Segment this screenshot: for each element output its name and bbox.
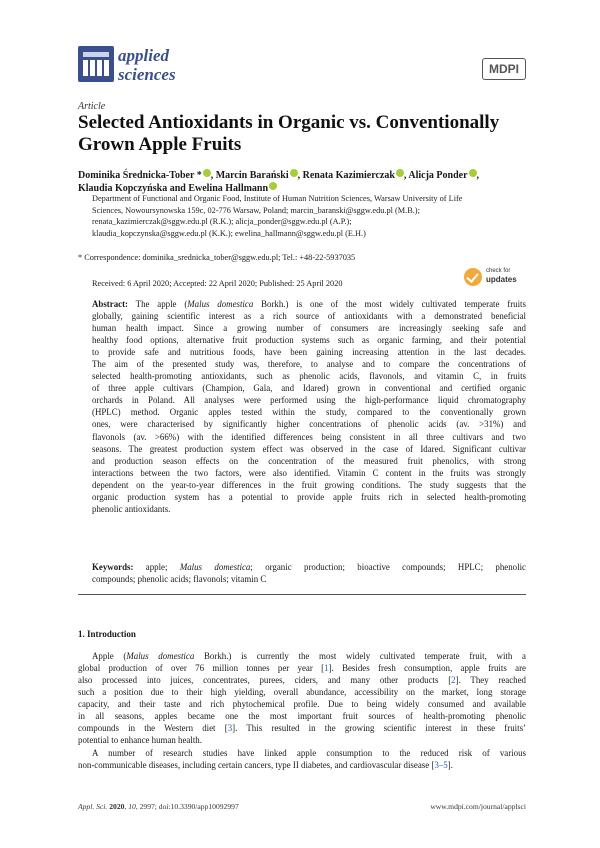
author-name: Marcin Barański [215, 170, 289, 181]
publisher-logo: MDPI [482, 58, 526, 80]
text-line: and production season effects on the concentration of the measured fruit phenolics, with strong [92, 455, 526, 466]
footer-volume: 10 [128, 802, 136, 811]
orcid-icon[interactable] [469, 169, 477, 177]
section-heading: 1. Introduction [78, 629, 136, 639]
text-line: Abstract: The apple (Malus domestica Borkh.) is one of the most widely cultivated temperate fruits [92, 299, 526, 309]
affiliation-line: Sciences, Nowoursynowska 159c, 02-776 Warsaw, Poland; marcin_baranski@sggw.edu.pl (M.B.); [92, 205, 420, 215]
footer-citation: Appl. Sci. 2020, 10, 2997; doi:10.3390/app10092997 [78, 802, 239, 811]
publication-dates: Received: 6 April 2020; Accepted: 22 April 2020; Published: 25 April 2020 [92, 279, 343, 288]
text-line: Keywords: apple; Malus domestica; organic production; bioactive compounds; HPLC; phenolic [92, 562, 526, 572]
orcid-icon[interactable] [269, 182, 277, 190]
text-line: capacity, and their taste and rich phytochemical profile. Due to being widely consumed and available [78, 699, 526, 710]
text-line: The aim of the presented study was, therefore, to analyse and to compare the concentrations of [92, 359, 526, 370]
text-line: human health impact. Since a growing number of consumers are increasingly seeking safe and [92, 323, 526, 334]
author-list-line1: Dominika Średnicka-Tober * , Marcin Barański , Renata Kazimierczak , Alicja Ponder , [78, 170, 480, 181]
article-title [78, 112, 528, 156]
text-line: compounds in the Western diet [3]. This resulted in the growing scientific interest in these fruits’ [78, 723, 526, 734]
citation-link[interactable]: 3–5 [434, 760, 448, 771]
species-name: Malus domestica [179, 562, 251, 572]
correspondence: * Correspondence: dominika_srednicka_tober@sggw.edu.pl; Tel.: +48-22-5937035 [78, 253, 356, 262]
text-line: selected health-promoting antioxidants, such as phenolic acids, flavonols, and vitamin C, in fruits [92, 371, 526, 382]
check-updates-icon [464, 268, 482, 286]
text-line: globally, gaining scientific interest as a rich source of antioxidants with a demonstrated beneficial [92, 311, 526, 322]
author-name: Renata Kazimierczak [302, 170, 395, 181]
abstract [92, 298, 526, 515]
article-type: Article [78, 101, 106, 112]
orcid-icon[interactable] [203, 169, 211, 177]
text-line: compounds; phenolic acids; flavonols; vitamin C [92, 574, 267, 585]
footer-website-link[interactable]: www.mdpi.com/journal/applsci [430, 802, 526, 811]
affiliation [92, 193, 532, 239]
title-line: Grown Apple Fruits [78, 134, 242, 155]
footer-year: 2020 [109, 802, 125, 811]
text-line: non-communicable diseases, including certain cancers, type II diabetes, and cardiovascular disease [3–5]. [78, 760, 453, 771]
keywords [92, 561, 526, 585]
introduction-paragraph-2 [78, 747, 526, 771]
text-line: to provide safe and nutritious foods, have been gaining increasing attention in the last decades. [92, 347, 526, 358]
text-line: healthy food options, alternative fruit production systems such as organic farming, and their potential [92, 335, 526, 346]
text-line: A number of research studies have linked apple consumption to the reduced risk of various [92, 748, 526, 758]
species-name: Malus domestica [126, 651, 195, 661]
orcid-icon[interactable] [290, 169, 298, 177]
text-line: also processed into juices, concentrates, purees, ciders, and many other products [2]. They reached [78, 675, 526, 686]
check-updates-label-2: updates [486, 275, 517, 284]
text-line: Apple (Malus domestica Borkh.) is currently the most widely cultivated temperate fruit, with a [92, 651, 526, 661]
journal-logo-icon [78, 46, 114, 82]
orcid-icon[interactable] [396, 169, 404, 177]
text-line: such a position due to their high yielding, overall abundance, accessibility on the market, long storage [78, 687, 526, 698]
author-name: Klaudia Kopczyńska and Ewelina Hallmann [78, 183, 269, 194]
text-line: dependent on the year-to-year differences in the fruit growing conditions. The study suggests that the [92, 479, 526, 490]
title-line: Selected Antioxidants in Organic vs. Conventionally [78, 112, 500, 133]
text-line: phenolic antioxidants. [92, 503, 171, 514]
block-label: Abstract: [92, 299, 128, 309]
section-divider [78, 594, 526, 595]
introduction-paragraph-1 [78, 650, 526, 746]
citation-link[interactable]: 2 [451, 675, 456, 686]
author-name: Dominika Średnicka-Tober * [78, 170, 202, 181]
text-line: (HPLC) method. Organic apples tested within the study, compared to the conventionally grown [92, 407, 526, 418]
text-line: seasons. The greatest production system effect was observed in the case of Idared. Significant cultivar [92, 443, 526, 454]
journal-name-line2: sciences [118, 65, 176, 84]
check-for-updates-button[interactable] [464, 266, 526, 290]
journal-name-line1: applied [118, 46, 169, 65]
text-line: orchards in Poland. All analyses were performed using the high-performance liquid chromatography [92, 395, 526, 406]
species-name: Malus domestica [187, 299, 254, 309]
text-line: in all seasons, apples became one the most important fruit sources of health-promoting phenolic [78, 711, 526, 722]
affiliation-line: renata_kazimierczak@sggw.edu.pl (R.K.); alicja_ponder@sggw.edu.pl (A.P.); [92, 217, 352, 227]
author-name: Alicja Ponder [408, 170, 468, 181]
footer-doi: , 2997; doi:10.3390/app10092997 [135, 802, 239, 811]
affiliation-line: Department of Functional and Organic Food, Institute of Human Nutrition Sciences, Warsaw University of Life [92, 194, 463, 203]
check-updates-label-1: check for [486, 268, 511, 274]
text-line: potential to enhance human health. [78, 735, 202, 746]
footer-journal: Appl. Sci. [78, 802, 108, 811]
citation-link[interactable]: 1 [324, 663, 329, 674]
block-label: Keywords: [92, 562, 134, 572]
affiliation-line: klaudia_kopczynska@sggw.edu.pl (K.K.); ewelina_hallmann@sggw.edu.pl (E.H.) [92, 228, 366, 238]
text-line: global production of over 76 million tonnes per year [1]. Besides fresh consumption, apple fruits are [78, 663, 526, 674]
text-line: ones, were characterised by significantly higher concentrations of phenolic acids (av. >31%) and [92, 419, 526, 430]
text-line: interactions between the two factors, were also identified. Vitamin C content in the fruits was strongly [92, 467, 526, 478]
citation-link[interactable]: 3 [227, 723, 233, 734]
text-line: organic production system has a potential to provide apple fruits rich in selected health-promoting [92, 491, 526, 502]
text-line: flavonols (av. >66%) with the identified differences being consistent in all three cultivars and two [92, 431, 526, 442]
text-line: of three apple cultivars (Champion, Gala, and Idared) grown in conventional and certified organic [92, 383, 526, 394]
